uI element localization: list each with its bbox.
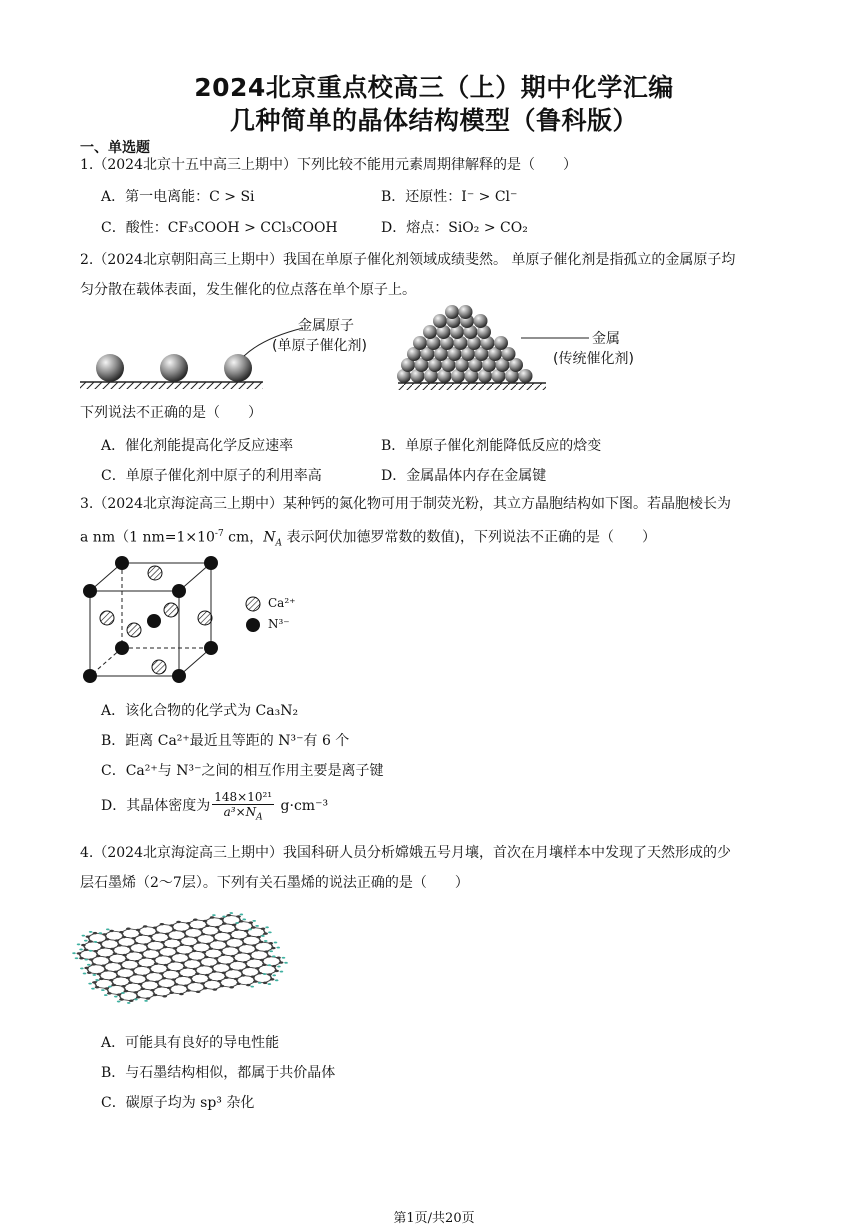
q3-option-b: B．距离 Ca²⁺最近且等距的 N³⁻有 6 个	[101, 733, 350, 749]
section-heading: 一、单选题	[80, 140, 150, 156]
metal-sphere	[423, 325, 437, 339]
metal-atom-3	[224, 354, 252, 382]
hydrogen-atom	[272, 974, 276, 976]
hydrogen-atom	[106, 928, 110, 930]
q1-option-a: A．第一电离能：C > Si	[101, 189, 255, 205]
carbon-atom	[276, 956, 282, 959]
q3-stem-line1: 3.（2024北京海淀高三上期中）某种钙的氮化物可用于制荧光粉，其立方晶胞结构如下图。若晶胞棱长为	[80, 496, 731, 512]
hydrogen-atom	[267, 983, 271, 985]
carbon-atom	[94, 986, 100, 989]
hydrogen-atom	[88, 931, 92, 933]
q4-option-a: A．可能具有良好的导电性能	[101, 1035, 280, 1051]
hydrogen-atom	[76, 943, 80, 945]
metal-sphere	[494, 336, 508, 350]
q1-option-c: C．酸性：CF₃COOH > CCl₃COOH	[101, 220, 338, 236]
hydrogen-atom	[273, 941, 277, 943]
q2-option-c: C．单原子催化剂中原子的利用率高	[101, 468, 322, 484]
hydrogen-atom	[264, 940, 268, 942]
n-ion	[83, 584, 97, 598]
hydrogen-atom	[268, 931, 272, 933]
hydrogen-atom	[276, 946, 280, 948]
hydrogen-atom	[252, 920, 256, 922]
q2-ask: 下列说法不正确的是（ ）	[80, 405, 262, 421]
legend-ca-symbol	[245, 596, 261, 612]
n-ion	[172, 669, 186, 683]
hydrogen-atom	[242, 918, 246, 920]
q2-option-d: D．金属晶体内存在金属键	[381, 468, 547, 484]
carbon-atom	[86, 971, 92, 974]
hydrogen-atom	[72, 952, 76, 954]
hydrogen-atom	[281, 957, 285, 959]
hydrogen-atom	[80, 967, 84, 969]
q4-stem-line1: 4.（2024北京海淀高三上期中）我国科研人员分析嫦娥五号月壤，首次在月壤样本中发现了天然形成的少	[80, 845, 731, 861]
metal-sphere	[445, 305, 459, 319]
legend-n-symbol	[245, 617, 261, 633]
ca-ion	[164, 603, 178, 617]
graphene-figure	[75, 903, 285, 1013]
hydrogen-atom	[239, 913, 243, 915]
q2-option-a: A．催化剂能提高化学反应速率	[101, 438, 294, 454]
q4-option-b: B．与石墨结构相似，都属于共价晶体	[101, 1065, 336, 1081]
hydrogen-atom	[101, 989, 105, 991]
label-metal-atom: 金属原子	[298, 318, 354, 334]
document-title-line1: 2024北京重点校高三（上）期中化学汇编	[194, 73, 674, 102]
q4-stem-line2: 层石墨烯（2～7层）。下列有关石墨烯的说法正确的是（ ）	[80, 875, 469, 891]
hydrogen-atom	[212, 914, 216, 916]
carbon-atom	[79, 957, 85, 960]
hydrogen-atom	[277, 965, 281, 967]
q4-option-c: C．碳原子均为 sp³ 杂化	[101, 1095, 255, 1111]
hydrogen-atom	[127, 1002, 131, 1004]
carbon-atom	[268, 942, 274, 945]
n-ion	[115, 556, 129, 570]
carbon-atom	[119, 998, 125, 1001]
hydrogen-atom	[79, 948, 83, 950]
metal-atom-1	[96, 354, 124, 382]
hydrogen-atom	[265, 926, 269, 928]
q1-stem: 1.（2024北京十五中高三上期中）下列比较不能用元素周期律解释的是（ ）	[80, 157, 577, 173]
ca-ion	[148, 566, 162, 580]
hydrogen-atom	[114, 995, 118, 997]
density-fraction: $\frac{\text{148×10²¹}}{a^3\times N_A}$	[214, 790, 273, 823]
q1-option-d: D．熔点：SiO₂ > CO₂	[381, 220, 528, 236]
ca-ion	[152, 660, 166, 674]
metal-sphere	[413, 336, 427, 350]
hydrogen-atom	[116, 1000, 120, 1002]
n-ion	[115, 641, 129, 655]
n-ion-center	[147, 614, 161, 628]
legend-n-label: N³⁻	[268, 617, 290, 631]
metal-atom-2	[160, 354, 188, 382]
hydrogen-atom	[91, 988, 95, 990]
n-ion	[204, 556, 218, 570]
carbon-atom	[260, 927, 266, 930]
ca-ion	[100, 611, 114, 625]
q2-stem-line1: 2.（2024北京朝阳高三上期中）我国在单原子催化剂领域成绩斐然。 单原子催化剂是指孤立的金属原子均	[80, 252, 736, 268]
n-ion	[172, 584, 186, 598]
ca-ion	[198, 611, 212, 625]
ca-ion	[127, 623, 141, 637]
label-traditional-catalyst: (传统催化剂)	[553, 351, 634, 367]
hydrogen-atom	[74, 957, 78, 959]
q2-stem-line2: 匀分散在载体表面，发生催化的位点落在单个原子上。	[80, 282, 416, 298]
carbon-atom	[236, 915, 242, 918]
unit-cell-figure	[78, 553, 238, 683]
document-title-line2: 几种简单的晶体结构模型（鲁科版）	[229, 106, 638, 135]
q2-option-b: B．单原子催化剂能降低反应的焓变	[381, 438, 602, 454]
hydrogen-atom	[255, 925, 259, 927]
metal-sphere	[519, 369, 533, 383]
hydrogen-atom	[81, 935, 85, 937]
hydrogen-atom	[88, 983, 92, 985]
metal-sphere	[474, 314, 488, 328]
metal-sphere	[459, 305, 473, 319]
hydrogen-atom	[144, 1000, 148, 1002]
q3-option-d: D．其晶体密度为 $\frac{\text{148×10²¹}}{a^3\times N_A}$ g·cm⁻³	[101, 790, 329, 823]
q3-stem-line2: a nm（1 $nm=1\times 10^{-7}$ cm，$N_A$ 表示阿伏加德罗常数的数值)，下列说法不正确的是（ ）	[80, 529, 656, 549]
legend-ca-label: Ca²⁺	[268, 596, 296, 610]
label-metal: 金属	[592, 331, 620, 347]
hydrogen-atom	[92, 974, 96, 976]
hydrogen-atom	[82, 972, 86, 974]
metal-sphere	[433, 314, 447, 328]
hydrogen-atom	[284, 962, 288, 964]
carbon-atom	[248, 921, 254, 924]
hydrogen-atom	[250, 986, 254, 988]
n-ion	[83, 669, 97, 683]
hydrogen-atom	[274, 979, 278, 981]
q3-option-a: A．该化合物的化学式为 Ca₃N₂	[101, 703, 299, 719]
page-footer: 第1页/共20页	[393, 1211, 475, 1226]
hydrogen-atom	[279, 970, 283, 972]
carbon-atom	[106, 992, 112, 995]
n-ion	[204, 641, 218, 655]
hydrogen-atom	[104, 994, 108, 996]
q1-option-b: B．还原性：I⁻ > Cl⁻	[381, 189, 518, 205]
label-single-atom-catalyst: (单原子催化剂)	[272, 338, 367, 354]
hydrogen-atom	[84, 940, 88, 942]
hydrogen-atom	[229, 912, 233, 914]
q3-option-c: C．Ca²⁺与 N³⁻之间的相互作用主要是离子键	[101, 763, 384, 779]
